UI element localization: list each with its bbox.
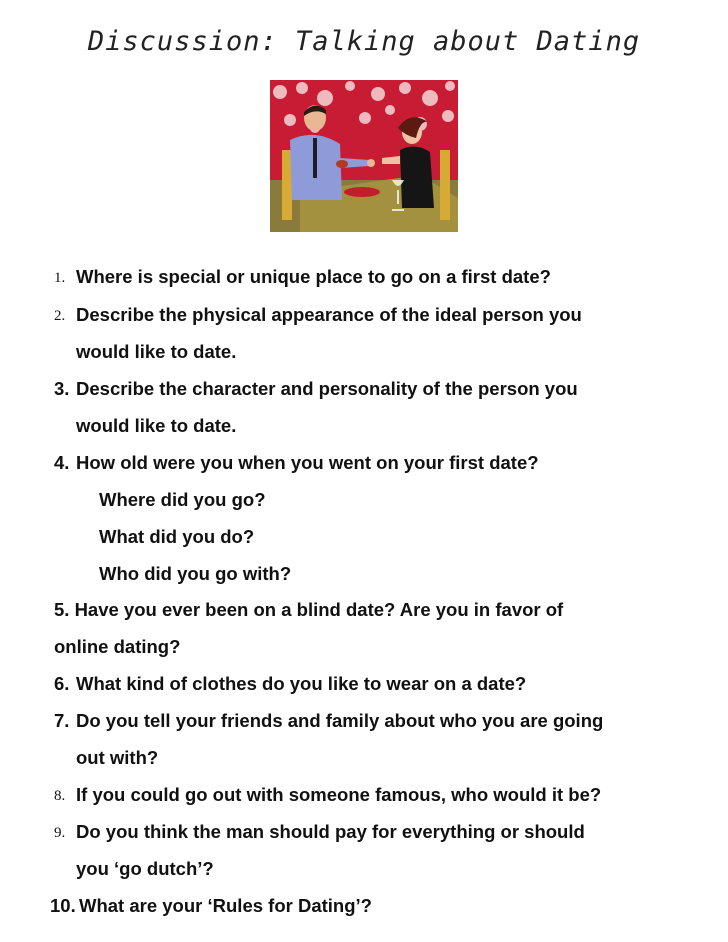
question-text: online dating?: [54, 636, 181, 657]
question-number: 3.: [54, 378, 70, 399]
question-text: What are your ‘Rules for Dating’?: [79, 895, 372, 916]
dating-couple-illustration: [270, 80, 458, 232]
question-text: would like to date.: [76, 341, 237, 362]
question-text: you ‘go dutch’?: [76, 858, 214, 879]
question-text: Describe the character and personality of the person you: [76, 378, 578, 399]
page-title: Discussion: Talking about Dating: [87, 26, 641, 57]
question-number: 6.: [54, 673, 70, 694]
question-number: 4.: [54, 452, 70, 473]
sub-question: Where did you go?: [99, 489, 266, 510]
sub-question: Who did you go with?: [99, 563, 292, 584]
question-text: Describe the physical appearance of the ideal person you: [76, 304, 582, 325]
question-number: 10.: [50, 895, 76, 916]
question-number: 7.: [54, 710, 70, 731]
question-text: 5. Have you ever been on a blind date? Are you in favor of: [54, 599, 564, 620]
question-text: out with?: [76, 747, 159, 768]
question-text: Do you think the man should pay for everything or should: [76, 821, 585, 842]
question-text: How old were you when you went on your first date?: [76, 452, 539, 473]
sub-question: What did you do?: [99, 526, 255, 547]
question-number: 1.: [54, 270, 66, 286]
question-text: Where is special or unique place to go on a first date?: [76, 266, 551, 287]
question-text: Do you tell your friends and family about who you are going: [76, 710, 604, 731]
question-number: 9.: [54, 825, 66, 841]
question-number: 8.: [54, 788, 66, 804]
question-text: What kind of clothes do you like to wear on a date?: [76, 673, 527, 694]
question-text: would like to date.: [76, 415, 237, 436]
question-number: 2.: [54, 308, 66, 324]
question-text: If you could go out with someone famous, who would it be?: [76, 784, 602, 805]
